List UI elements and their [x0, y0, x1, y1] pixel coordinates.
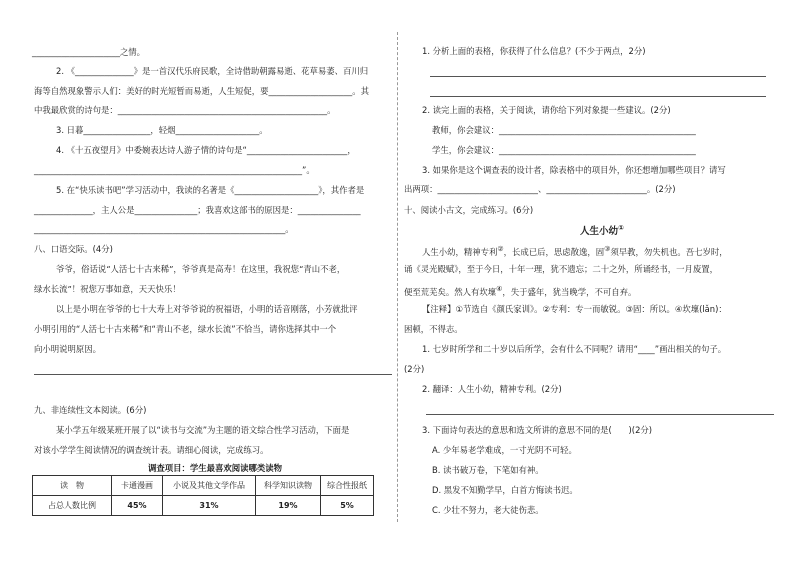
right-question-1: 1. 分析上面的表格，你获得了什么信息？(不少于两点，2分): [422, 46, 646, 56]
story-line-3: [404, 284, 636, 298]
question-4-line-1: 4. 《十五夜望月》中委婉表达诗人游子情的诗句是“________________________，: [56, 145, 356, 155]
notes-line-1: 【注释】①节选自《颜氏家训》。②专利：专一而敏锐。③固：所以。④坎壈(lǎn)：: [422, 304, 727, 314]
table-header-row: [33, 476, 374, 496]
question-5-line-2: ______________，主人公是_______________；我喜欢这部书的原因是：_______________: [34, 205, 361, 215]
question-3: 3. 日暮________________，轻烟____________________。: [56, 125, 268, 135]
answer-line: [430, 96, 766, 97]
right-question-3-line-1: 3. 如果你是这个调查表的设计者，除表格中的项目外，你还想增加哪些项目？请写: [422, 165, 726, 175]
survey-table: [32, 475, 374, 516]
story-text: 便至荒芜矣。然人有坎壈: [404, 286, 497, 297]
table-header-cell: 读 物: [33, 476, 112, 496]
story-text: 须早教，勿失机也。吾七岁时，: [610, 246, 728, 257]
table-header-cell: 小说及其他文学作品: [163, 476, 256, 496]
story-line-1: [422, 244, 728, 258]
table-header-cell: 综合性报纸: [321, 476, 374, 496]
answer-line: [430, 76, 766, 77]
fill-line-ending: _____________________之情。: [32, 47, 146, 57]
section-10-question-1-line-2: (2分): [404, 364, 425, 374]
student-suggestion: 学生，你会建议：_______________________________________________: [432, 145, 696, 155]
question-5-line-3: ____________________________________________________________。: [34, 224, 294, 234]
section-9-title: 九、非连续性文本阅读。(6分): [34, 405, 147, 415]
option-d: D. 黑发不知勤学早，白首方悔读书迟。: [432, 485, 578, 495]
section-8-paragraph-line-2: 小明引用的“人活七十古来稀”和“青山不老，绿水长流”不恰当，请你选择其中一个: [34, 324, 337, 334]
table-header-cell: 科学知识读物: [256, 476, 321, 496]
table-cell: 45%: [112, 496, 163, 516]
right-question-3-line-2: 出两项：________________________、________________________。(2分): [404, 184, 676, 194]
option-c: C. 少壮不努力，老大徒伤悲。: [432, 505, 544, 515]
page-column-divider: [397, 32, 398, 522]
section-8-title: 八、口语交际。(4分): [34, 244, 113, 254]
section-8-paragraph-line-3: 向小明说明原因。: [34, 344, 101, 354]
section-10-question-3: 3. 下面诗句表达的意思和选文所讲的意思不同的是( )(2分): [422, 425, 653, 435]
story-title: [580, 223, 624, 237]
section-8-dialog-line-2: 绿水长流”！祝您万事如意，天天快乐！: [34, 284, 181, 294]
question-2-line-2: 海等自然现象警示人们：美好的时光短暂而易逝，人生短促，要____________________。其: [34, 86, 369, 96]
option-b: B. 读书破万卷，下笔如有神。: [432, 465, 544, 475]
story-title-text: 人生小幼: [580, 226, 619, 238]
question-2-line-3: 中我最欣赏的诗句是：__________________________________________________。: [34, 105, 336, 115]
story-text: 人生小幼，精神专利: [422, 246, 498, 257]
notes-line-2: 困顿，不得志。: [404, 324, 463, 334]
section-10-question-1-line-1: 1. 七岁时所学和二十岁以后所学，会有什么不同呢？请用“____”画出相关的句子。: [422, 344, 727, 354]
survey-table-title: 调查项目：学生最喜欢阅读哪类读物: [148, 463, 282, 473]
table-cell: 占总人数比例: [33, 496, 112, 516]
table-cell: 5%: [321, 496, 374, 516]
section-8-dialog-line-1: 爷爷，俗话说“人活七十古来稀”，爷爷真是高寿！在这里，我祝您“青山不老，: [56, 264, 346, 274]
question-2-line-1: 2. 《______________》是一首汉代乐府民歌，全诗借助朝露易逝、花草易萎、百川归: [56, 66, 369, 76]
footnote-mark: ③: [604, 245, 611, 253]
answer-line: [426, 414, 774, 415]
table-header-cell: 卡通漫画: [112, 476, 163, 496]
section-10-title: 十、阅读小古文，完成练习。(6分): [404, 205, 534, 215]
right-question-2: 2. 读完上面的表格，关于阅读，请你给下列对象提一些建议。(2分): [422, 105, 671, 115]
question-5-line-1: 5. 在“快乐读书吧”学习活动中，我读的名著是《____________________》，其作者是: [56, 185, 365, 195]
question-4-line-2: ________________________________________________________________”。: [34, 165, 315, 175]
section-8-paragraph-line-1: 以上是小明在爷爷的七十大寿上对爷爷说的祝福语，小明的话音刚落，小芳就批评: [56, 304, 358, 314]
story-text: ，失于盛年，犹当晚学，不可自弃。: [502, 286, 637, 297]
teacher-suggestion: 教师，你会建议：_______________________________________________: [432, 125, 696, 135]
section-10-question-2: 2. 翻译：人生小幼，精神专利。(2分): [422, 384, 562, 394]
footnote-mark: ②: [497, 245, 504, 253]
section-9-paragraph-line-2: 对该小学学生阅读情况的调查统计表。请细心阅读，完成练习。: [34, 445, 269, 455]
section-9-paragraph-line-1: 某小学五年级某班开展了以“读书与交流”为主题的语文综合性学习活动，下面是: [56, 425, 350, 435]
footnote-mark: ①: [618, 224, 624, 232]
footnote-mark: ④: [496, 285, 503, 293]
table-row: [33, 496, 374, 516]
table-cell: 19%: [256, 496, 321, 516]
story-text: ，长成已后，思虑散逸，固: [503, 246, 605, 257]
story-line-2: 诵《灵光殿赋》，至于今日，十年一理，犹不遗忘；二十之外，所诵经书，一月废置，: [404, 264, 719, 274]
option-a: A. 少年易老学难成，一寸光阴不可轻。: [432, 445, 577, 455]
answer-line: [34, 374, 392, 375]
table-cell: 31%: [163, 496, 256, 516]
